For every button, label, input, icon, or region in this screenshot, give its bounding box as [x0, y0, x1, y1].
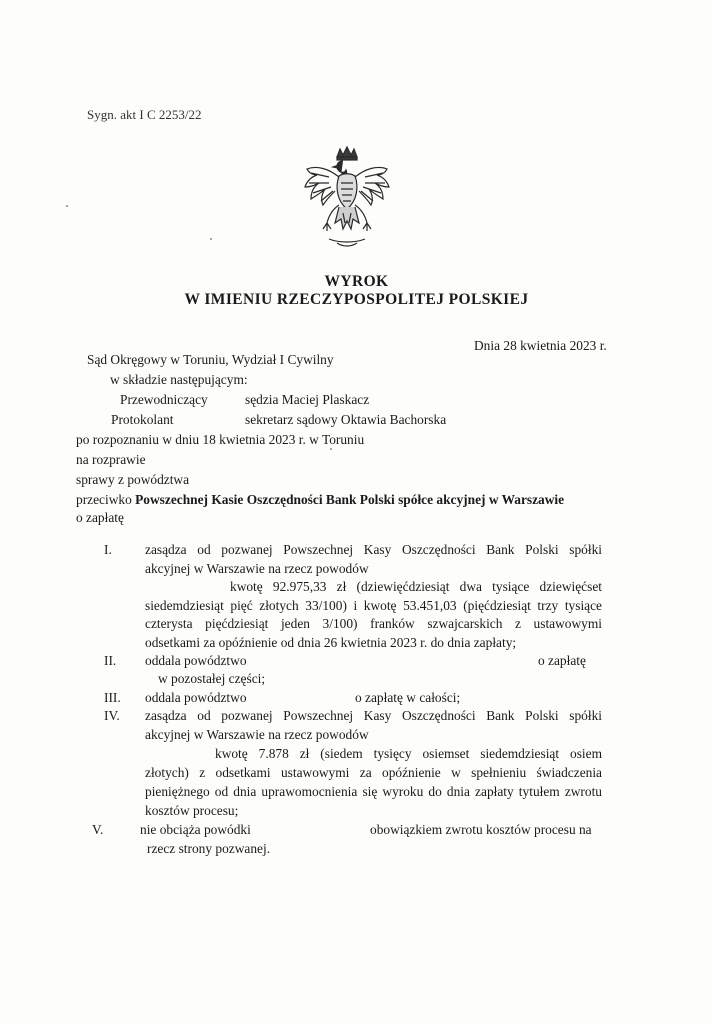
presiding-label: Przewodniczący [120, 392, 208, 407]
point-line: oddala powództwo [145, 653, 247, 668]
subject: o zapłatę [76, 510, 124, 525]
point-line: o zapłatę w całości; [355, 690, 461, 705]
point-number: V. [92, 822, 104, 837]
hearing-type: na rozprawie [76, 452, 146, 467]
case-of: sprawy z powództwa [76, 472, 190, 487]
judgment-subtitle: W IMIENIU RZECZYPOSPOLITEJ POLSKIEJ [184, 291, 529, 308]
point-line: złotych) z odsetkami ustawowymi za opóźnienie w spełnieniu świadczenia [145, 765, 602, 780]
scan-speck [210, 238, 212, 240]
case-signature: Sygn. akt I C 2253/22 [87, 107, 202, 122]
point-line: zasądza od pozwanej Powszechnej Kasy Oszczędności Bank Polski spółki [145, 542, 602, 557]
point-line: kwotę 92.975,33 zł (dziewięćdziesiąt dwa tysiące dziewięćset [230, 579, 602, 594]
presiding-value: sędzia Maciej Plaskacz [245, 392, 370, 407]
point-line: odsetkami za opóźnienie od dnia 26 kwietnia 2023 r. do dnia zapłaty; [145, 635, 517, 650]
point-line: o zapłatę [538, 653, 586, 668]
scan-speck [66, 205, 68, 207]
hearing-line: po rozpoznaniu w dniu 18 kwietnia 2023 r. w Toruniu [76, 432, 365, 447]
point-line: kosztów procesu; [145, 803, 239, 818]
point-line: czterysta pięćdziesiąt jeden 3/100) franków szwajcarskich z ustawowymi [145, 616, 602, 631]
point-line: pieniężnego od dnia uprawomocnienia się wyroku do dnia zapłaty tytułem zwrotu [145, 784, 602, 799]
point-number: IV. [104, 708, 120, 723]
point-line: obowiązkiem zwrotu kosztów procesu na [370, 822, 592, 837]
point-line: kwotę 7.878 zł (siedem tysięcy osiemset siedemdziesiąt osiem [215, 746, 602, 761]
point-number: III. [104, 690, 121, 705]
point-line: oddala powództwo [145, 690, 247, 705]
point-line: zasądza od pozwanej Powszechnej Kasy Oszczędności Bank Polski spółki [145, 708, 602, 723]
point-number: I. [104, 542, 112, 557]
judgment-title: WYROK [324, 273, 389, 290]
defendant-name: Powszechnej Kasie Oszczędności Bank Polski spółce akcyjnej w Warszawie [135, 492, 565, 507]
point-number: II. [104, 653, 117, 668]
polish-eagle-emblem-icon [299, 143, 395, 253]
composition-intro: w składzie następującym: [110, 372, 248, 387]
point-line: akcyjnej w Warszawie na rzecz powodów [145, 561, 369, 576]
against-prefix: przeciwko [76, 492, 136, 507]
judgment-date: Dnia 28 kwietnia 2023 r. [474, 338, 607, 353]
point-line: w pozostałej części; [158, 671, 266, 686]
against-line [76, 492, 564, 508]
scan-speck [330, 448, 332, 450]
point-line: rzecz strony pozwanej. [147, 841, 271, 856]
clerk-label: Protokolant [111, 412, 174, 427]
clerk-value: sekretarz sądowy Oktawia Bachorska [245, 412, 447, 427]
court-name: Sąd Okręgowy w Toruniu, Wydział I Cywilny [87, 352, 334, 367]
point-line: akcyjnej w Warszawie na rzecz powodów [145, 727, 369, 742]
point-line: nie obciąża powódki [140, 822, 251, 837]
point-line: siedemdziesiąt pięć złotych 33/100) i kwotę 53.451,03 (pięćdziesiąt trzy tysiące [145, 598, 602, 613]
